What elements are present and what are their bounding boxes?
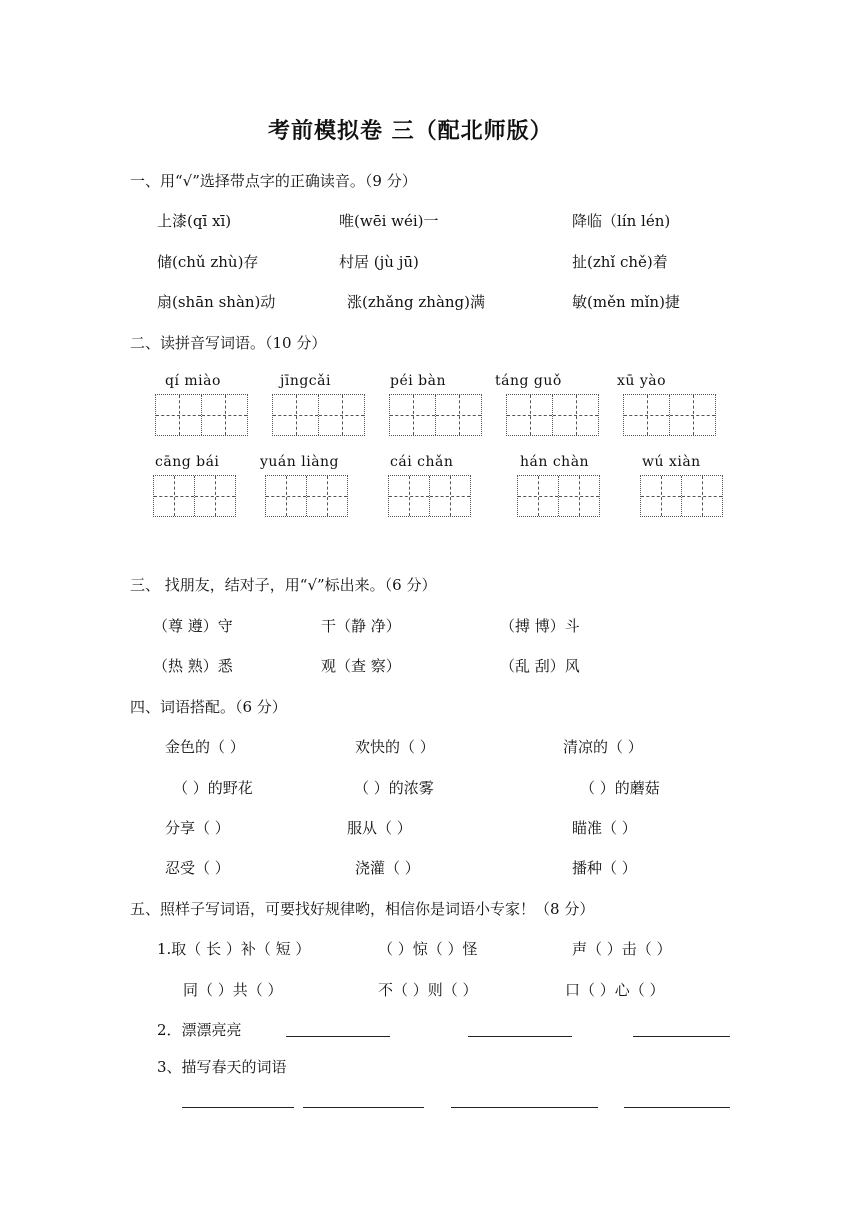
answer-line[interactable] [303,1107,424,1108]
answer-line[interactable] [182,1107,294,1108]
writing-grid[interactable] [155,394,248,436]
pinyin-label: cāng bái [155,454,220,470]
answer-line[interactable] [286,1036,390,1037]
pinyin-label: wú xiàn [642,454,701,470]
answer-line[interactable] [468,1036,572,1037]
writing-grid[interactable] [623,394,716,436]
pinyin-label: jīngcǎi [280,373,331,389]
section-2-heading: 二、读拼音写词语。（10 分） [130,334,327,352]
section-5-heading: 五、照样子写词语，可要找好规律哟，相信你是词语小专家！（8 分） [130,900,595,918]
collocation-item: 欢快的（ ） [355,738,435,756]
pair-item: （热 熟）悉 [153,657,233,675]
collocation-item: 浇灌（ ） [355,859,420,877]
pattern-item: （ ）惊（ ）怪 [378,940,478,958]
collocation-item: （ ）的野花 [173,779,253,797]
reading-item: 储(chǔ zhù)存 [157,253,259,271]
pinyin-label: xū yào [617,373,667,389]
collocation-item: 金色的（ ） [165,738,245,756]
section-1-heading: 一、用“√”选择带点字的正确读音。（9 分） [130,172,417,190]
collocation-item: 瞄准（ ） [572,819,637,837]
page-title: 考前模拟卷 三（配北师版） [268,118,553,144]
collocation-item: 忍受（ ） [165,859,230,877]
section-4-heading: 四、词语搭配。（6 分） [130,698,287,716]
pair-item: （搏 博）斗 [500,617,580,635]
pattern-item-3: 3、描写春天的词语 [157,1058,287,1076]
collocation-item: 清凉的（ ） [563,738,643,756]
pinyin-label: hán chàn [520,454,590,470]
pinyin-label: qí miào [165,373,221,389]
collocation-item: 分享（ ） [165,819,230,837]
writing-grid[interactable] [517,475,600,517]
pinyin-label: yuán liàng [260,454,340,470]
pair-item: 观（查 察） [321,657,401,675]
writing-grid[interactable] [272,394,365,436]
reading-item: 敏(měn mǐn)捷 [572,293,680,311]
answer-line[interactable] [633,1036,730,1037]
answer-line[interactable] [624,1107,730,1108]
section-3-heading: 三、 找朋友，结对子，用“√”标出来。（6 分） [130,576,437,594]
pinyin-label: táng guǒ [495,373,562,389]
collocation-item: 播种（ ） [572,859,637,877]
pair-item: （尊 遵）守 [153,617,233,635]
pattern-item: 同（ ）共（ ） [183,981,283,999]
answer-line[interactable] [451,1107,598,1108]
pinyin-label: cái chǎn [390,454,454,470]
reading-item: 唯(wēi wéi)一 [339,212,439,230]
pattern-item: 口（ ）心（ ） [565,981,665,999]
reading-item: 上漆(qī xī) [157,212,232,230]
reading-item: 涨(zhǎng zhàng)满 [347,293,486,311]
pattern-item-2: 2．漂漂亮亮 [157,1021,242,1039]
reading-item: 降临（lín lén) [572,212,671,230]
writing-grid[interactable] [640,475,723,517]
pair-item: （乱 刮）风 [500,657,580,675]
collocation-item: （ ）的浓雾 [354,779,434,797]
reading-item: 扇(shān shàn)动 [157,293,276,311]
pattern-item: 1.取（ 长 ）补（ 短 ） [157,940,311,958]
reading-item: 扯(zhǐ chě)着 [572,253,668,271]
pattern-item: 声（ ）击（ ） [572,940,672,958]
collocation-item: 服从（ ） [347,819,412,837]
writing-grid[interactable] [506,394,599,436]
writing-grid[interactable] [389,394,482,436]
writing-grid[interactable] [265,475,348,517]
writing-grid[interactable] [388,475,471,517]
collocation-item: （ ）的蘑菇 [580,779,660,797]
pattern-item: 不（ ）则（ ） [378,981,478,999]
reading-item: 村居 (jù jū) [339,253,419,271]
pair-item: 干（静 净） [321,617,401,635]
writing-grid[interactable] [153,475,236,517]
pinyin-label: péi bàn [390,373,446,389]
